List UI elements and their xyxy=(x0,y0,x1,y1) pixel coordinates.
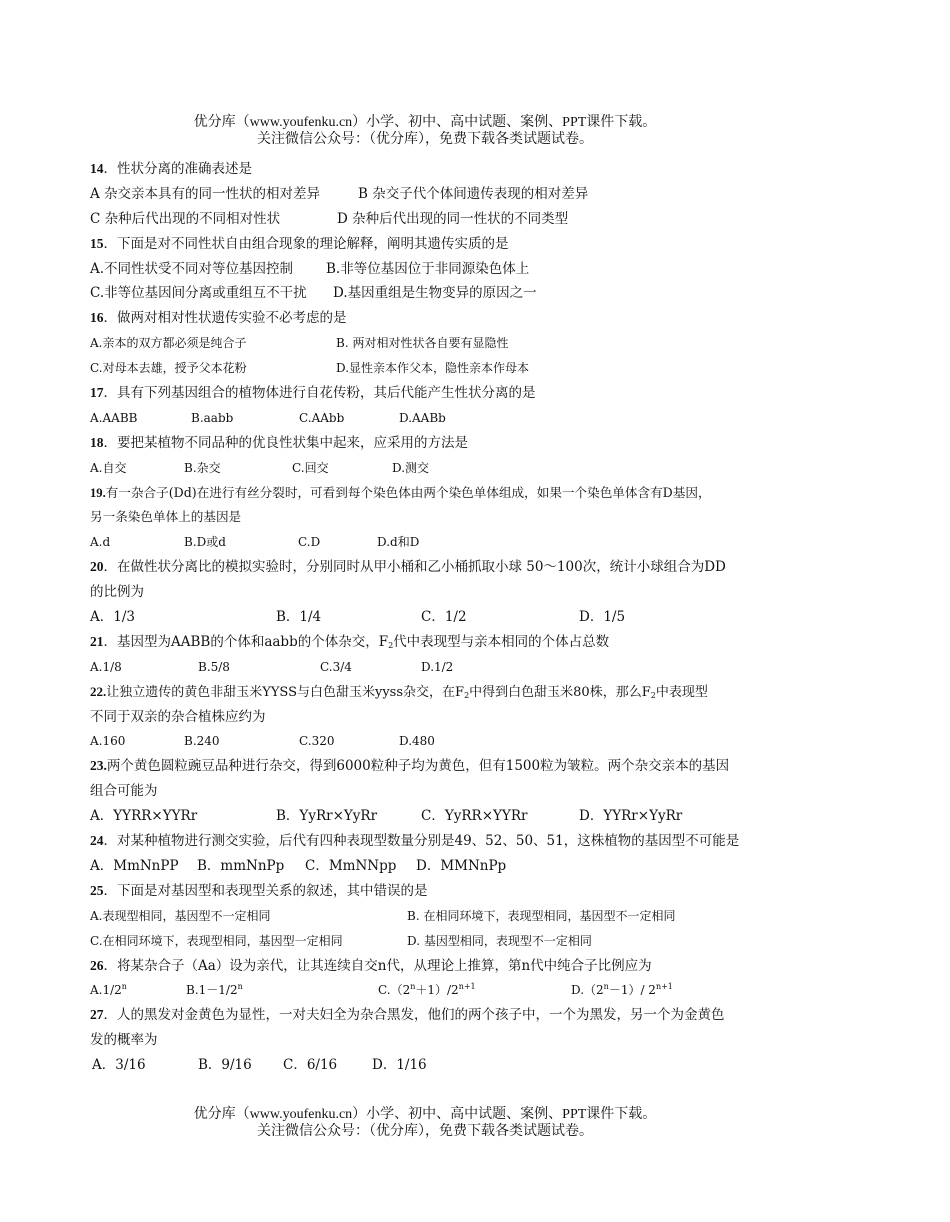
question-stem xyxy=(90,954,780,979)
option-b: B．mmNnPp xyxy=(197,857,285,874)
option-row xyxy=(90,281,780,306)
question-number: 14 xyxy=(90,161,104,176)
stem-text: 让独立遗传的黄色非甜玉米YYSS与白色甜玉米yyss杂交，在F xyxy=(106,684,465,700)
option-b: B.非等位基因位于非同源染色体上 xyxy=(326,260,530,277)
question-stem xyxy=(90,630,780,655)
option-c: C.回交 xyxy=(292,460,329,475)
stem-text: 代中表现型与亲本相同的个体占总数 xyxy=(393,633,610,650)
option-d: D.AABb xyxy=(399,410,446,425)
option-b: B. 在相同环境下，表现型相同，基因型不一定相同 xyxy=(407,908,676,923)
option-row xyxy=(90,978,780,1003)
option-a: A．YYRR×YYRr xyxy=(90,808,198,825)
question-17 xyxy=(90,381,780,431)
question-27 xyxy=(90,1003,780,1078)
option-row xyxy=(90,904,780,929)
option-c: C．1/2 xyxy=(421,609,467,626)
option-c: C.320 xyxy=(299,734,335,749)
question-stem xyxy=(90,680,780,705)
question-stem xyxy=(90,157,780,182)
question-number: 23. xyxy=(90,758,107,774)
question-stem-continued: 不同于双亲的杂合植株应约为 xyxy=(90,708,266,725)
option-c: C.非等位基因间分离或重组互不干扰 xyxy=(90,285,307,302)
option-d: D.1/2 xyxy=(421,659,454,674)
option-row xyxy=(90,854,780,879)
option-d: D．1/5 xyxy=(579,609,626,626)
option-b: B.杂交 xyxy=(184,460,221,475)
option-a: A．MmNnPP xyxy=(90,857,179,874)
stem-text: ．将某杂合子（Aa）设为亲代，让其连续自交n代，从理论上推算，第n代中纯合子比例应为 xyxy=(103,957,652,974)
option-row xyxy=(90,530,780,555)
question-25 xyxy=(90,879,780,954)
question-20 xyxy=(90,555,780,630)
option-c: C．6/16 xyxy=(283,1057,338,1074)
option-a: A.1/2$^n$ xyxy=(90,982,127,998)
option-row xyxy=(90,804,780,829)
question-22 xyxy=(90,680,780,755)
question-stem xyxy=(90,481,780,506)
question-number: 27 xyxy=(90,1007,104,1023)
option-row xyxy=(90,929,780,954)
option-a: A.不同性状受不同对等位基因控制 xyxy=(90,260,294,277)
option-c: C．MmNNpp xyxy=(305,857,397,874)
stem-text: ．要把某植物不同品种的优良性状集中起来，应采用的方法是 xyxy=(103,434,468,451)
stem-text: 两个黄色圆粒豌豆品种进行杂交，得到6000粒种子均为黄色，但有1500粒为皱粒。两个杂交亲本的基因 xyxy=(106,758,730,775)
option-c: $C.(2^n+1)/2^{n+1}$ xyxy=(378,982,476,998)
question-number: 21 xyxy=(90,633,104,649)
option-b: B 杂交子代个体间遗传表现的相对差异 xyxy=(358,185,589,202)
question-stem xyxy=(90,306,780,331)
option-row xyxy=(90,406,780,431)
question-16 xyxy=(90,306,780,381)
stem-text: ．性状分离的准确表述是 xyxy=(103,161,252,177)
option-a: A.自交 xyxy=(90,460,127,475)
footer-line-2: 关注微信公众号：（优分库），免费下载各类试题试卷。 xyxy=(257,1123,593,1139)
header-banner xyxy=(0,114,850,148)
subscript: 2 xyxy=(650,690,656,700)
question-21 xyxy=(90,630,780,680)
option-row xyxy=(90,729,780,754)
question-15 xyxy=(90,232,780,307)
question-number: 19. xyxy=(90,485,106,500)
question-number: 22. xyxy=(90,683,107,699)
stem-text: ．具有下列基因组合的植物体进行自花传粉，其后代能产生性状分离的是 xyxy=(103,385,536,402)
option-row xyxy=(90,331,780,356)
question-24 xyxy=(90,829,780,879)
question-stem-continued: 另一条染色单体上的基因是 xyxy=(90,509,242,525)
question-number: 26 xyxy=(90,957,104,973)
option-d: D.480 xyxy=(399,734,435,749)
option-c: C 杂种后代出现的不同相对性状 xyxy=(90,210,281,227)
option-a: A 杂交亲本具有的同一性状的相对差异 xyxy=(90,185,321,202)
option-row xyxy=(90,182,780,207)
option-a: A．3/16 xyxy=(92,1057,146,1074)
option-row xyxy=(90,356,780,381)
option-row xyxy=(90,456,780,481)
option-a: A.1/8 xyxy=(90,659,122,674)
subscript: 2 xyxy=(388,640,394,650)
option-row xyxy=(90,1053,780,1078)
footer-line-1: 优分库（www.youfenku.cn）小学、初中、高中试题、案例、PPT课件下载。 xyxy=(193,1107,657,1122)
question-14 xyxy=(90,157,780,232)
question-number: 25 xyxy=(90,882,104,898)
header-line-1: 优分库（www.youfenku.cn）小学、初中、高中试题、案例、PPT课件下载。 xyxy=(193,115,657,130)
question-19 xyxy=(90,481,780,556)
option-c: C.在相同环境下，表现型相同，基因型一定相同 xyxy=(90,933,343,948)
option-a: A.AABB xyxy=(90,410,138,425)
option-b: B.5/8 xyxy=(198,659,230,674)
option-a: A.表现型相同，基因型不一定相同 xyxy=(90,908,271,923)
option-row xyxy=(90,257,780,282)
stem-text: ．下面是对不同性状自由组合现象的理论解释，阐明其遗传实质的是 xyxy=(103,235,509,252)
question-stem xyxy=(90,381,780,406)
stem-text: ．对某种植物进行测交实验，后代有四种表现型数量分别是49、52、50、51，这株植物的基因型不可能是 xyxy=(103,833,740,850)
stem-text: ．人的黑发对金黄色为显性，一对夫妇全为杂合黑发，他们的两个孩子中，一个为黑发，另一个为金黄色 xyxy=(103,1007,725,1024)
option-row xyxy=(90,207,780,232)
option-row xyxy=(90,605,780,630)
option-b: B.240 xyxy=(184,734,220,749)
option-a: A.亲本的双方都必须是纯合子 xyxy=(90,336,247,351)
option-c: C.3/4 xyxy=(320,659,352,674)
question-stem xyxy=(90,232,780,257)
question-23 xyxy=(90,754,780,829)
question-number: 17 xyxy=(90,385,104,401)
option-d: D.测交 xyxy=(392,460,430,475)
option-d: D. 基因型相同，表现型不一定相同 xyxy=(407,933,592,948)
option-a: A.d xyxy=(90,535,111,550)
subscript: 2 xyxy=(464,690,470,700)
option-a: A.160 xyxy=(90,734,126,749)
footer-banner xyxy=(0,1106,850,1140)
option-d: D.显性亲本作父本，隐性亲本作母本 xyxy=(336,361,530,376)
question-number: 24 xyxy=(90,833,104,849)
stem-text: ．在做性状分离比的模拟实验时，分别同时从甲小桶和乙小桶抓取小球 50～100次，统计小球组合为DD xyxy=(103,559,726,576)
question-stem xyxy=(90,879,780,904)
option-b: $B.1-1/2^n$ xyxy=(186,982,243,998)
option-d: $D.(2^n-1)/$ $2^{n+1}$ xyxy=(571,982,673,998)
question-stem xyxy=(90,754,780,779)
question-stem xyxy=(90,555,780,580)
option-b: B.aabb xyxy=(191,410,234,425)
question-stem xyxy=(90,1003,780,1028)
header-line-2: 关注微信公众号：（优分库），免费下载各类试题试卷。 xyxy=(257,131,593,147)
stem-text: 中得到白色甜玉米80株，那么F xyxy=(469,684,651,700)
question-26 xyxy=(90,954,780,1004)
stem-text: ．下面是对基因型和表现型关系的叙述，其中错误的是 xyxy=(103,882,428,899)
option-c: C.AAbb xyxy=(299,410,345,425)
stem-text: 中表现型 xyxy=(655,684,708,700)
option-d: D.基因重组是生物变异的原因之一 xyxy=(333,285,537,302)
question-stem-continued: 的比例为 xyxy=(90,584,144,601)
option-d: D 杂种后代出现的同一性状的不同类型 xyxy=(337,210,569,227)
option-d: D．1/16 xyxy=(372,1057,427,1074)
option-c: C.D xyxy=(298,535,321,550)
question-18 xyxy=(90,431,780,481)
question-stem-continued: 发的概率为 xyxy=(90,1032,158,1049)
option-b: B.D或d xyxy=(184,535,226,550)
question-stem xyxy=(90,829,780,854)
question-number: 15 xyxy=(90,235,104,251)
option-c: C．YyRR×YYRr xyxy=(421,808,528,825)
option-d: D.d和D xyxy=(377,535,420,550)
stem-text: ．做两对相对性状遗传实验不必考虑的是 xyxy=(103,310,347,327)
option-b: B．9/16 xyxy=(198,1057,252,1074)
option-b: B．1/4 xyxy=(276,609,322,626)
question-stem xyxy=(90,431,780,456)
question-number: 16 xyxy=(90,310,104,326)
question-number: 20 xyxy=(90,559,104,575)
option-d: D．YYRr×YyRr xyxy=(579,808,683,825)
option-row xyxy=(90,655,780,680)
option-b: B．YyRr×YyRr xyxy=(276,808,378,825)
option-b: B. 两对相对性状各自要有显隐性 xyxy=(336,336,509,351)
question-stem-continued: 组合可能为 xyxy=(90,783,158,800)
stem-text: 有一杂合子(Dd)在进行有丝分裂时，可看到每个染色体由两个染色单体组成，如果一个染色单体含有D基因， xyxy=(105,484,711,500)
question-number: 18 xyxy=(90,434,104,450)
question-list xyxy=(90,157,780,1078)
option-a: A．1/3 xyxy=(90,609,135,626)
stem-text: ．基因型为AABB的个体和aabb的个体杂交，F xyxy=(103,633,389,650)
option-c: C.对母本去雄，授予父本花粉 xyxy=(90,361,247,376)
option-d: D．MMNnPp xyxy=(416,857,507,874)
